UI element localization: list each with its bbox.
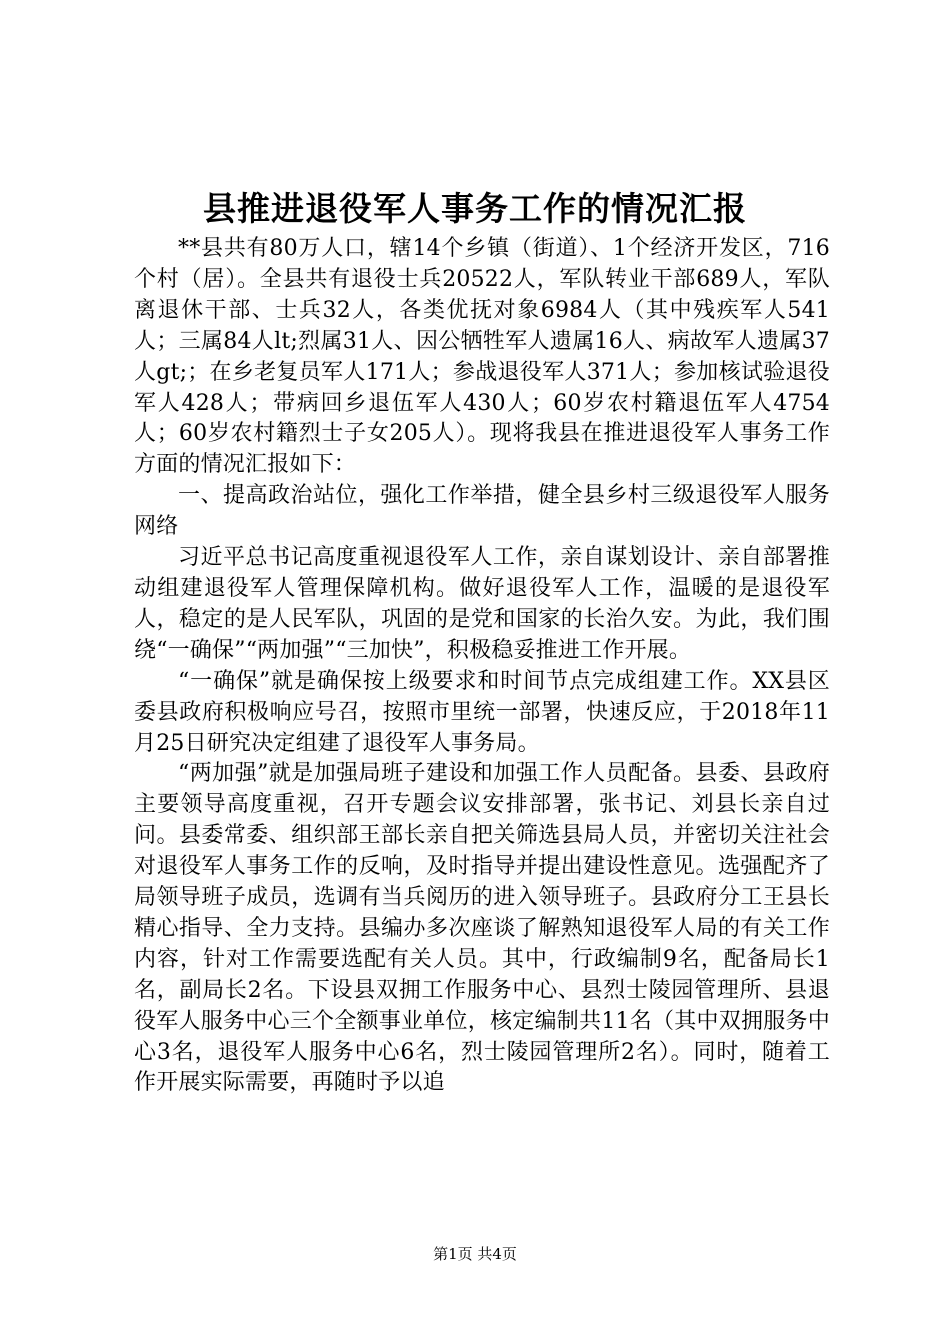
document-body [134,234,830,1099]
paragraph-intro: **县共有80万人口，辖14个乡镇（街道）、1个经济开发区，716个村（居）。全县共有退役士兵20522人，军队转业干部689人，军队离退休干部、士兵32人，各类优抚对象6984人（其中残疾军人541人；三属84人lt;烈属31人、因公牺牲军人遗属16人、病故军人遗属37人gt;；在乡老复员军人171人；参战退役军人371人；参加核试验退役军人428人；带病回乡退伍军人430人；60岁农村籍退伍军人4754人；60岁农村籍烈士子女205人）。现将我县在推进退役军人事务工作方面的情况汇报如下： [134,236,830,478]
document-title: 县推进退役军人事务工作的情况汇报 [203,189,747,228]
paragraph-two-strengthen: “两加强”就是加强局班子建设和加强工作人员配备。县委、县政府主要领导高度重视，召开专题会议安排部署，张书记、刘县长亲自过问。县委常委、组织部王部长亲自把关筛选县局人员，并密切关注社会对退役军人事务工作的反响，及时指导并提出建设性意见。选强配齐了局领导班子成员，选调有当兵阅历的进入领导班子。县政府分工王县长精心指导、全力支持。县编办多次座谈了解熟知退役军人局的有关工作内容，针对工作需要选配有关人员。其中，行政编制9名，配备局长1名，副局长2名。下设县双拥工作服务中心、县烈士陵园管理所、县退役军人服务中心三个全额事业单位，核定编制共11名（其中双拥服务中心3名，退役军人服务中心6名，烈士陵园管理所2名）。同时，随着工作开展实际需要，再随时予以追 [134,761,830,1096]
section-heading-1: 一、提高政治站位，强化工作举措，健全县乡村三级退役军人服务网络 [134,483,830,540]
page-footer: 第1页 共4页 [433,1245,517,1263]
paragraph-one-ensure: “一确保”就是确保按上级要求和时间节点完成组建工作。XX县区委县政府积极响应号召，按照市里统一部署，快速反应，于2018年11月25日研究决定组建了退役军人事务局。 [134,668,830,756]
paragraph-background: 习近平总书记高度重视退役军人工作，亲自谋划设计、亲自部署推动组建退役军人管理保障机构。做好退役军人工作，温暖的是退役军人，稳定的是人民军队，巩固的是党和国家的长治久安。为此，我们围绕“一确保”“两加强”“三加快”，积极稳妥推进工作开展。 [134,545,830,663]
